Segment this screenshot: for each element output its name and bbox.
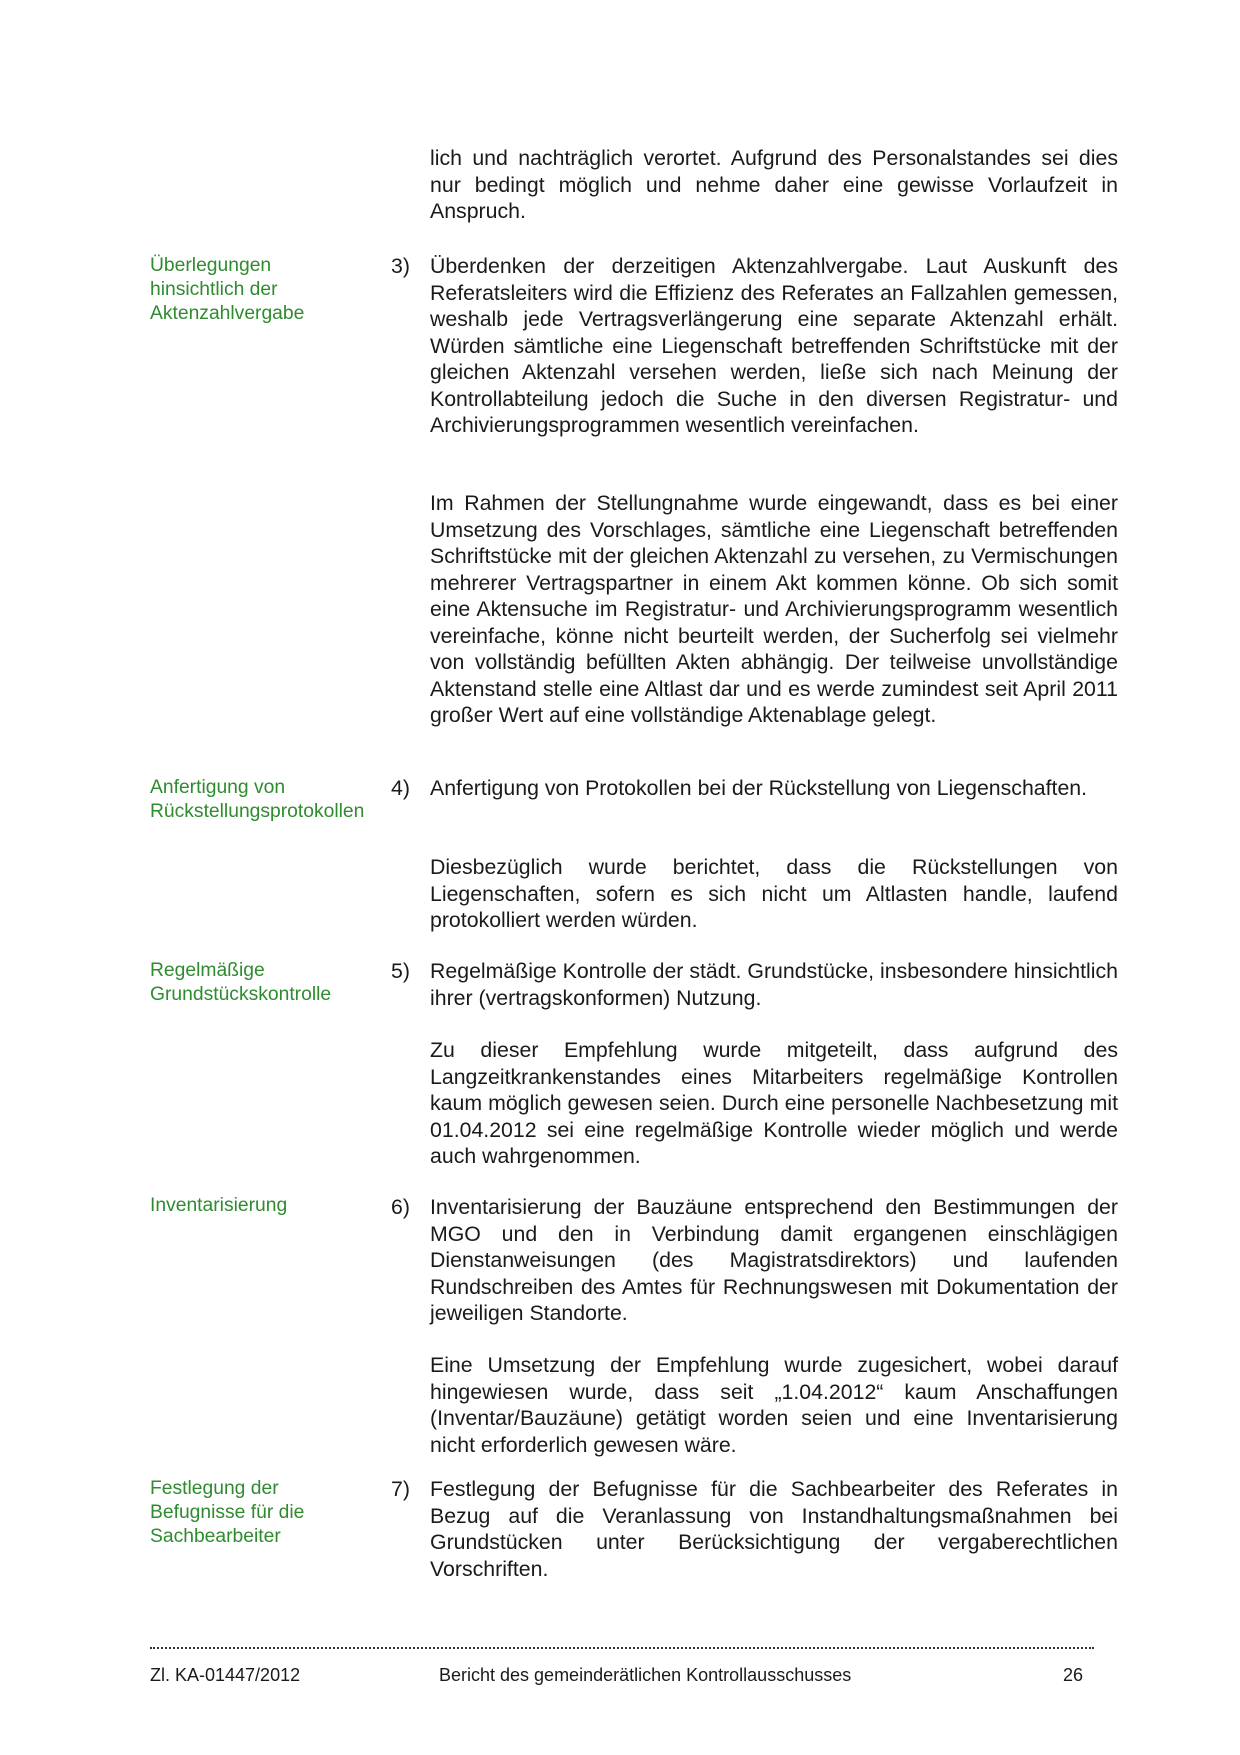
intro-paragraph: lich und nachträglich verortet. Aufgrund des Personalstandes sei dies nur bedingt möglich und nehme daher eine gewisse Vorlaufzeit in Anspruch. [430,146,1118,223]
item-number: 7) [391,1477,410,1501]
recommendation-text: Überdenken der derzeitigen Aktenzahlvergabe. Laut Auskunft des Referatsleiters wird die Effizienz des Referates an Fallzahlen gemessen, weshalb jede Vertragsverlängerung eine separate Aktenzahl erhält. Würden sämtliche eine Liegenschaft betreffenden Schriftstücke mit der gleichen Aktenzahl versehen werden, ließe sich nach Meinung der Kontrollabteilung jedoch die Suche in den diversen Registratur- und Archivierungsprogrammen wesentlich vereinfachen. [430,254,1118,437]
recommendation-text: Festlegung der Befugnisse für die Sachbearbeiter des Referates in Bezug auf die Veranlassung von Instandhaltungsmaßnahmen bei Grundstücken unter Berücksichtigung der vergaberechtlichen Vorschriften. [430,1477,1118,1581]
recommendation-text: Regelmäßige Kontrolle der städt. Grundstücke, insbesondere hinsichtlich ihrer (vertragskonformen) Nutzung. [430,959,1118,1010]
page-number: 26 [1063,1665,1084,1685]
recommendation-text: Anfertigung von Protokollen bei der Rückstellung von Liegenschaften. [430,776,1088,800]
item-number: 5) [391,959,410,983]
side-note-inventarisierung: Inventarisierung [150,1195,288,1216]
side-note-grundstueckskontrolle: Regelmäßige Grundstückskontrolle [150,960,332,1005]
response-text: Zu dieser Empfehlung wurde mitgeteilt, dass aufgrund des Langzeitkrankenstandes eines Mitarbeiters regelmäßige Kontrollen kaum möglich gewesen seien. Durch eine personelle Nachbesetzung mit 01.04.2012 sei eine regelmäßige Kontrolle wieder möglich und werde auch wahrgenommen. [430,1038,1118,1168]
side-note-befugnisse: Festlegung der Befugnisse für die Sachbearbeiter [150,1478,305,1547]
item-number: 4) [391,776,410,800]
footer-title: Bericht des gemeinderätlichen Kontrollausschusses [439,1665,852,1685]
response-text: Im Rahmen der Stellungnahme wurde eingewandt, dass es bei einer Umsetzung des Vorschlages, sämtliche eine Liegenschaft betreffenden Schriftstücke mit der gleichen Aktenzahl zu versehen, zu Vermischungen mehrerer Vertragspartner in einem Akt kommen könne. Ob sich somit eine Aktensuche im Registratur- und Archivierungsprogramm wesentlich vereinfache, könne nicht beurteilt werden, der Sucherfolg sei vielmehr von vollständig befüllten Akten abhängig. Der teilweise unvollständige Aktenstand stelle eine Altlast dar und es werde zumindest seit April 2011 großer Wert auf eine vollständige Aktenablage gelegt. [430,491,1118,727]
response-text: Eine Umsetzung der Empfehlung wurde zugesichert, wobei darauf hingewiesen wurde, dass seit „1.04.2012“ kaum Anschaffungen (Inventar/Bauzäune) getätigt worden seien und eine Inventarisierung nicht erforderlich gewesen wäre. [430,1353,1118,1457]
side-note-rueckstellungsprotokolle: Anfertigung von Rückstellungsprotokollen [150,777,365,822]
side-note-aktenzahlvergabe: Überlegungen hinsichtlich der Aktenzahlvergabe [150,255,305,324]
footer-reference: Zl. KA-01447/2012 [150,1665,301,1685]
item-number: 3) [391,254,410,278]
recommendation-text: Inventarisierung der Bauzäune entsprechend den Bestimmungen der MGO und den in Verbindung damit ergangenen einschlägigen Dienstanweisungen (des Magistratsdirektors) und laufenden Rundschreiben des Amtes für Rechnungswesen mit Dokumentation der jeweiligen Standorte. [430,1195,1118,1325]
response-text: Diesbezüglich wurde berichtet, dass die Rückstellungen von Liegenschaften, sofern es sich nicht um Altlasten handle, laufend protokolliert werden würden. [430,855,1118,932]
item-number: 6) [391,1195,410,1219]
footer-divider [150,1647,1094,1649]
